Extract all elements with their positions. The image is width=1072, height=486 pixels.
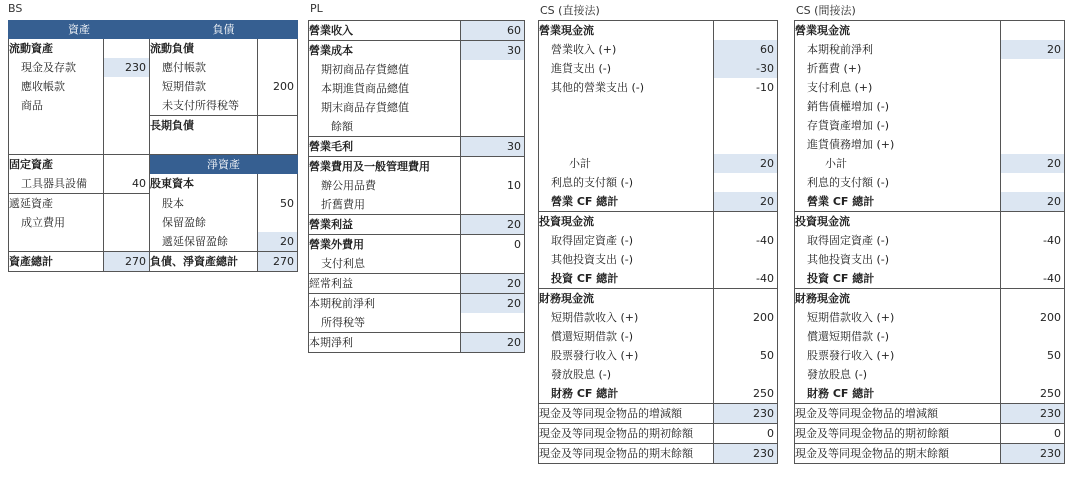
cs-direct-loan-in-value: 200 xyxy=(714,308,778,327)
cs-indirect-inv-total-label: 投資 CF 總計 xyxy=(795,269,1001,289)
cs-direct-stock-issue-label: 股票發行收入 (+) xyxy=(539,346,714,365)
cs-indirect-loan-in-label: 短期借款收入 (+) xyxy=(795,308,1001,327)
cs-direct-op-header: 營業現金流 xyxy=(539,21,714,41)
balance-sheet xyxy=(8,20,298,272)
cs-indirect-op-total-label: 營業 CF 總計 xyxy=(795,192,1001,212)
capital-stock-value: 50 xyxy=(258,194,298,214)
receivable-label: 應收帳款 xyxy=(9,77,104,96)
cs-direct-statement xyxy=(538,20,778,464)
cost-label: 營業成本 xyxy=(309,41,461,61)
cs-indirect-payable-label: 進貨債務增加 (+) xyxy=(795,135,1001,154)
cs-direct-interest-label: 利息的支付額 (-) xyxy=(539,173,714,192)
total-liab-equity-label: 負債、淨資產總計 xyxy=(150,252,258,272)
revenue-label: 營業收入 xyxy=(309,21,461,41)
cs-direct-inv-total-value: -40 xyxy=(714,269,778,289)
interest-paid-label: 支付利息 xyxy=(309,254,461,274)
cs-direct-stock-issue-value: 50 xyxy=(714,346,778,365)
cs-direct-cash-end-label: 現金及等同現金物品的期末餘額 xyxy=(539,444,714,464)
cs-indirect-inv-total-value: -40 xyxy=(1001,269,1065,289)
cs-indirect-inv-header: 投資現金流 xyxy=(795,212,1001,232)
pretax-income-label: 本期稅前淨利 xyxy=(309,294,461,314)
cs-indirect-fixed-acq-label: 取得固定資產 (-) xyxy=(795,231,1001,250)
cs-indirect-inventory-label: 存貨資產增加 (-) xyxy=(795,116,1001,135)
cs-direct-fin-total-label: 財務 CF 總計 xyxy=(539,384,714,404)
cs-direct-subtotal-value: 20 xyxy=(714,154,778,173)
cs-indirect-subtotal-value: 20 xyxy=(1001,154,1065,173)
cs-direct-fixed-acq-value: -40 xyxy=(714,231,778,250)
cs-indirect-cash-begin-value: 0 xyxy=(1001,424,1065,444)
equipment-label: 工具器具設備 xyxy=(9,174,104,194)
cs-direct-other-inv-label: 其他投資支出 (-) xyxy=(539,250,714,269)
cs-indirect-op-header: 營業現金流 xyxy=(795,21,1001,41)
cost-value: 30 xyxy=(461,41,525,61)
cs-direct-dividend-label: 發放股息 (-) xyxy=(539,365,714,384)
cs-indirect-pretax-label: 本期稅前淨利 xyxy=(795,40,1001,59)
depreciation-label: 折舊費用 xyxy=(309,195,461,215)
cs-direct-cash-begin-label: 現金及等同現金物品的期初餘額 xyxy=(539,424,714,444)
end-inventory-label: 期末商品存貨總值 xyxy=(309,98,461,117)
cs-indirect-interest-paid-label: 支付利息 (+) xyxy=(795,78,1001,97)
cs-direct-other-op-value: -10 xyxy=(714,78,778,97)
total-assets-value: 270 xyxy=(104,252,150,272)
ordinary-income-label: 經常利益 xyxy=(309,274,461,294)
cs-direct-subtotal-label: 小計 xyxy=(539,154,714,173)
cs-indirect-interest-label: 利息的支付額 (-) xyxy=(795,173,1001,192)
begin-inventory-label: 期初商品存貨總值 xyxy=(309,60,461,79)
gross-profit-value: 30 xyxy=(461,137,525,157)
cs-direct-loan-in-label: 短期借款收入 (+) xyxy=(539,308,714,327)
current-liabilities-label: 流動負債 xyxy=(150,39,258,58)
income-tax-label: 所得稅等 xyxy=(309,313,461,333)
cs-indirect-loan-repay-label: 償還短期借款 (-) xyxy=(795,327,1001,346)
purchases-label: 本期進貨商品總值 xyxy=(309,79,461,98)
cs-indirect-fixed-acq-value: -40 xyxy=(1001,231,1065,250)
setup-cost-label: 成立費用 xyxy=(9,213,104,232)
total-liab-equity-value: 270 xyxy=(258,252,298,272)
balance-label: 餘額 xyxy=(309,117,461,137)
cs-indirect-fin-total-value: 250 xyxy=(1001,384,1065,404)
sga-label: 營業費用及一般管理費用 xyxy=(309,157,461,177)
payable-label: 應付帳款 xyxy=(150,58,258,77)
cs-direct-cash-change-value: 230 xyxy=(714,404,778,424)
total-assets-label: 資產總計 xyxy=(9,252,104,272)
cs-indirect-depreciation-label: 折舊費 (+) xyxy=(795,59,1001,78)
cash-value: 230 xyxy=(104,58,150,77)
cs-indirect-op-total-value: 20 xyxy=(1001,192,1065,212)
long-liabilities-label: 長期負債 xyxy=(150,116,258,136)
pl-title: PL xyxy=(310,2,323,15)
goods-label: 商品 xyxy=(9,96,104,116)
current-assets-label: 流動資產 xyxy=(9,39,104,58)
cs-direct-fin-header: 財務現金流 xyxy=(539,289,714,309)
cs-indirect-dividend-label: 發放股息 (-) xyxy=(795,365,1001,384)
pl-statement xyxy=(308,20,525,353)
non-operating-exp-value: 0 xyxy=(461,235,525,255)
cs-indirect-loan-in-value: 200 xyxy=(1001,308,1065,327)
net-income-value: 20 xyxy=(461,333,525,353)
cs-direct-other-op-label: 其他的營業支出 (-) xyxy=(539,78,714,97)
cs-indirect-cash-change-value: 230 xyxy=(1001,404,1065,424)
non-operating-exp-label: 營業外費用 xyxy=(309,235,461,255)
office-supplies-value: 10 xyxy=(461,176,525,195)
bs-title: BS xyxy=(8,2,23,15)
cs-indirect-pretax-value: 20 xyxy=(1001,40,1065,59)
gross-profit-label: 營業毛利 xyxy=(309,137,461,157)
deferred-assets-label: 遞延資產 xyxy=(9,194,104,214)
unpaid-tax-label: 未支付所得稅等 xyxy=(150,96,258,116)
equipment-value: 40 xyxy=(104,174,150,194)
cs-direct-op-total-label: 營業 CF 總計 xyxy=(539,192,714,212)
cs-indirect-stock-issue-label: 股票發行收入 (+) xyxy=(795,346,1001,365)
cs-indirect-fin-total-label: 財務 CF 總計 xyxy=(795,384,1001,404)
cs-direct-loan-repay-label: 償還短期借款 (-) xyxy=(539,327,714,346)
cs-direct-purchase-value: -30 xyxy=(714,59,778,78)
cs-direct-cash-end-value: 230 xyxy=(714,444,778,464)
revenue-value: 60 xyxy=(461,21,525,41)
cash-label: 現金及存款 xyxy=(9,58,104,77)
cs-direct-fin-total-value: 250 xyxy=(714,384,778,404)
cs-direct-cash-change-label: 現金及等同現金物品的增減額 xyxy=(539,404,714,424)
cs-indirect-title: CS (間接法) xyxy=(796,4,856,17)
capital-stock-label: 股本 xyxy=(150,194,258,214)
carried-retained-label: 遞延保留盈餘 xyxy=(150,232,258,252)
cs-indirect-cash-end-value: 230 xyxy=(1001,444,1065,464)
short-loan-label: 短期借款 xyxy=(150,77,258,96)
operating-income-label: 營業利益 xyxy=(309,215,461,235)
shareholder-capital-label: 股東資本 xyxy=(150,174,258,194)
cs-indirect-statement xyxy=(794,20,1065,464)
cs-indirect-receivable-label: 銷售債權增加 (-) xyxy=(795,97,1001,116)
short-loan-value: 200 xyxy=(258,77,298,96)
ordinary-income-value: 20 xyxy=(461,274,525,294)
cs-indirect-subtotal-label: 小計 xyxy=(795,154,1001,173)
cs-direct-purchase-label: 進貨支出 (-) xyxy=(539,59,714,78)
cs-indirect-other-inv-label: 其他投資支出 (-) xyxy=(795,250,1001,269)
cs-indirect-stock-issue-value: 50 xyxy=(1001,346,1065,365)
office-supplies-label: 辦公用品費 xyxy=(309,176,461,195)
net-income-label: 本期淨利 xyxy=(309,333,461,353)
cs-direct-cash-begin-value: 0 xyxy=(714,424,778,444)
liabilities-header: 負債 xyxy=(150,20,298,39)
cs-indirect-cash-change-label: 現金及等同現金物品的增減額 xyxy=(795,404,1001,424)
cs-indirect-cash-begin-label: 現金及等同現金物品的期初餘額 xyxy=(795,424,1001,444)
cs-direct-inv-header: 投資現金流 xyxy=(539,212,714,232)
cs-direct-fixed-acq-label: 取得固定資產 (-) xyxy=(539,231,714,250)
cs-direct-inv-total-label: 投資 CF 總計 xyxy=(539,269,714,289)
cs-indirect-cash-end-label: 現金及等同現金物品的期末餘額 xyxy=(795,444,1001,464)
equity-header: 淨資產 xyxy=(150,155,298,175)
operating-income-value: 20 xyxy=(461,215,525,235)
carried-retained-value: 20 xyxy=(258,232,298,252)
cs-direct-op-revenue-value: 60 xyxy=(714,40,778,59)
retained-label: 保留盈餘 xyxy=(150,213,258,232)
cs-direct-op-total-value: 20 xyxy=(714,192,778,212)
assets-header: 資產 xyxy=(9,20,150,39)
pretax-income-value: 20 xyxy=(461,294,525,314)
cs-direct-op-revenue-label: 營業收入 (+) xyxy=(539,40,714,59)
cs-direct-title: CS (直接法) xyxy=(540,4,600,17)
cs-indirect-fin-header: 財務現金流 xyxy=(795,289,1001,309)
fixed-assets-label: 固定資產 xyxy=(9,155,104,175)
